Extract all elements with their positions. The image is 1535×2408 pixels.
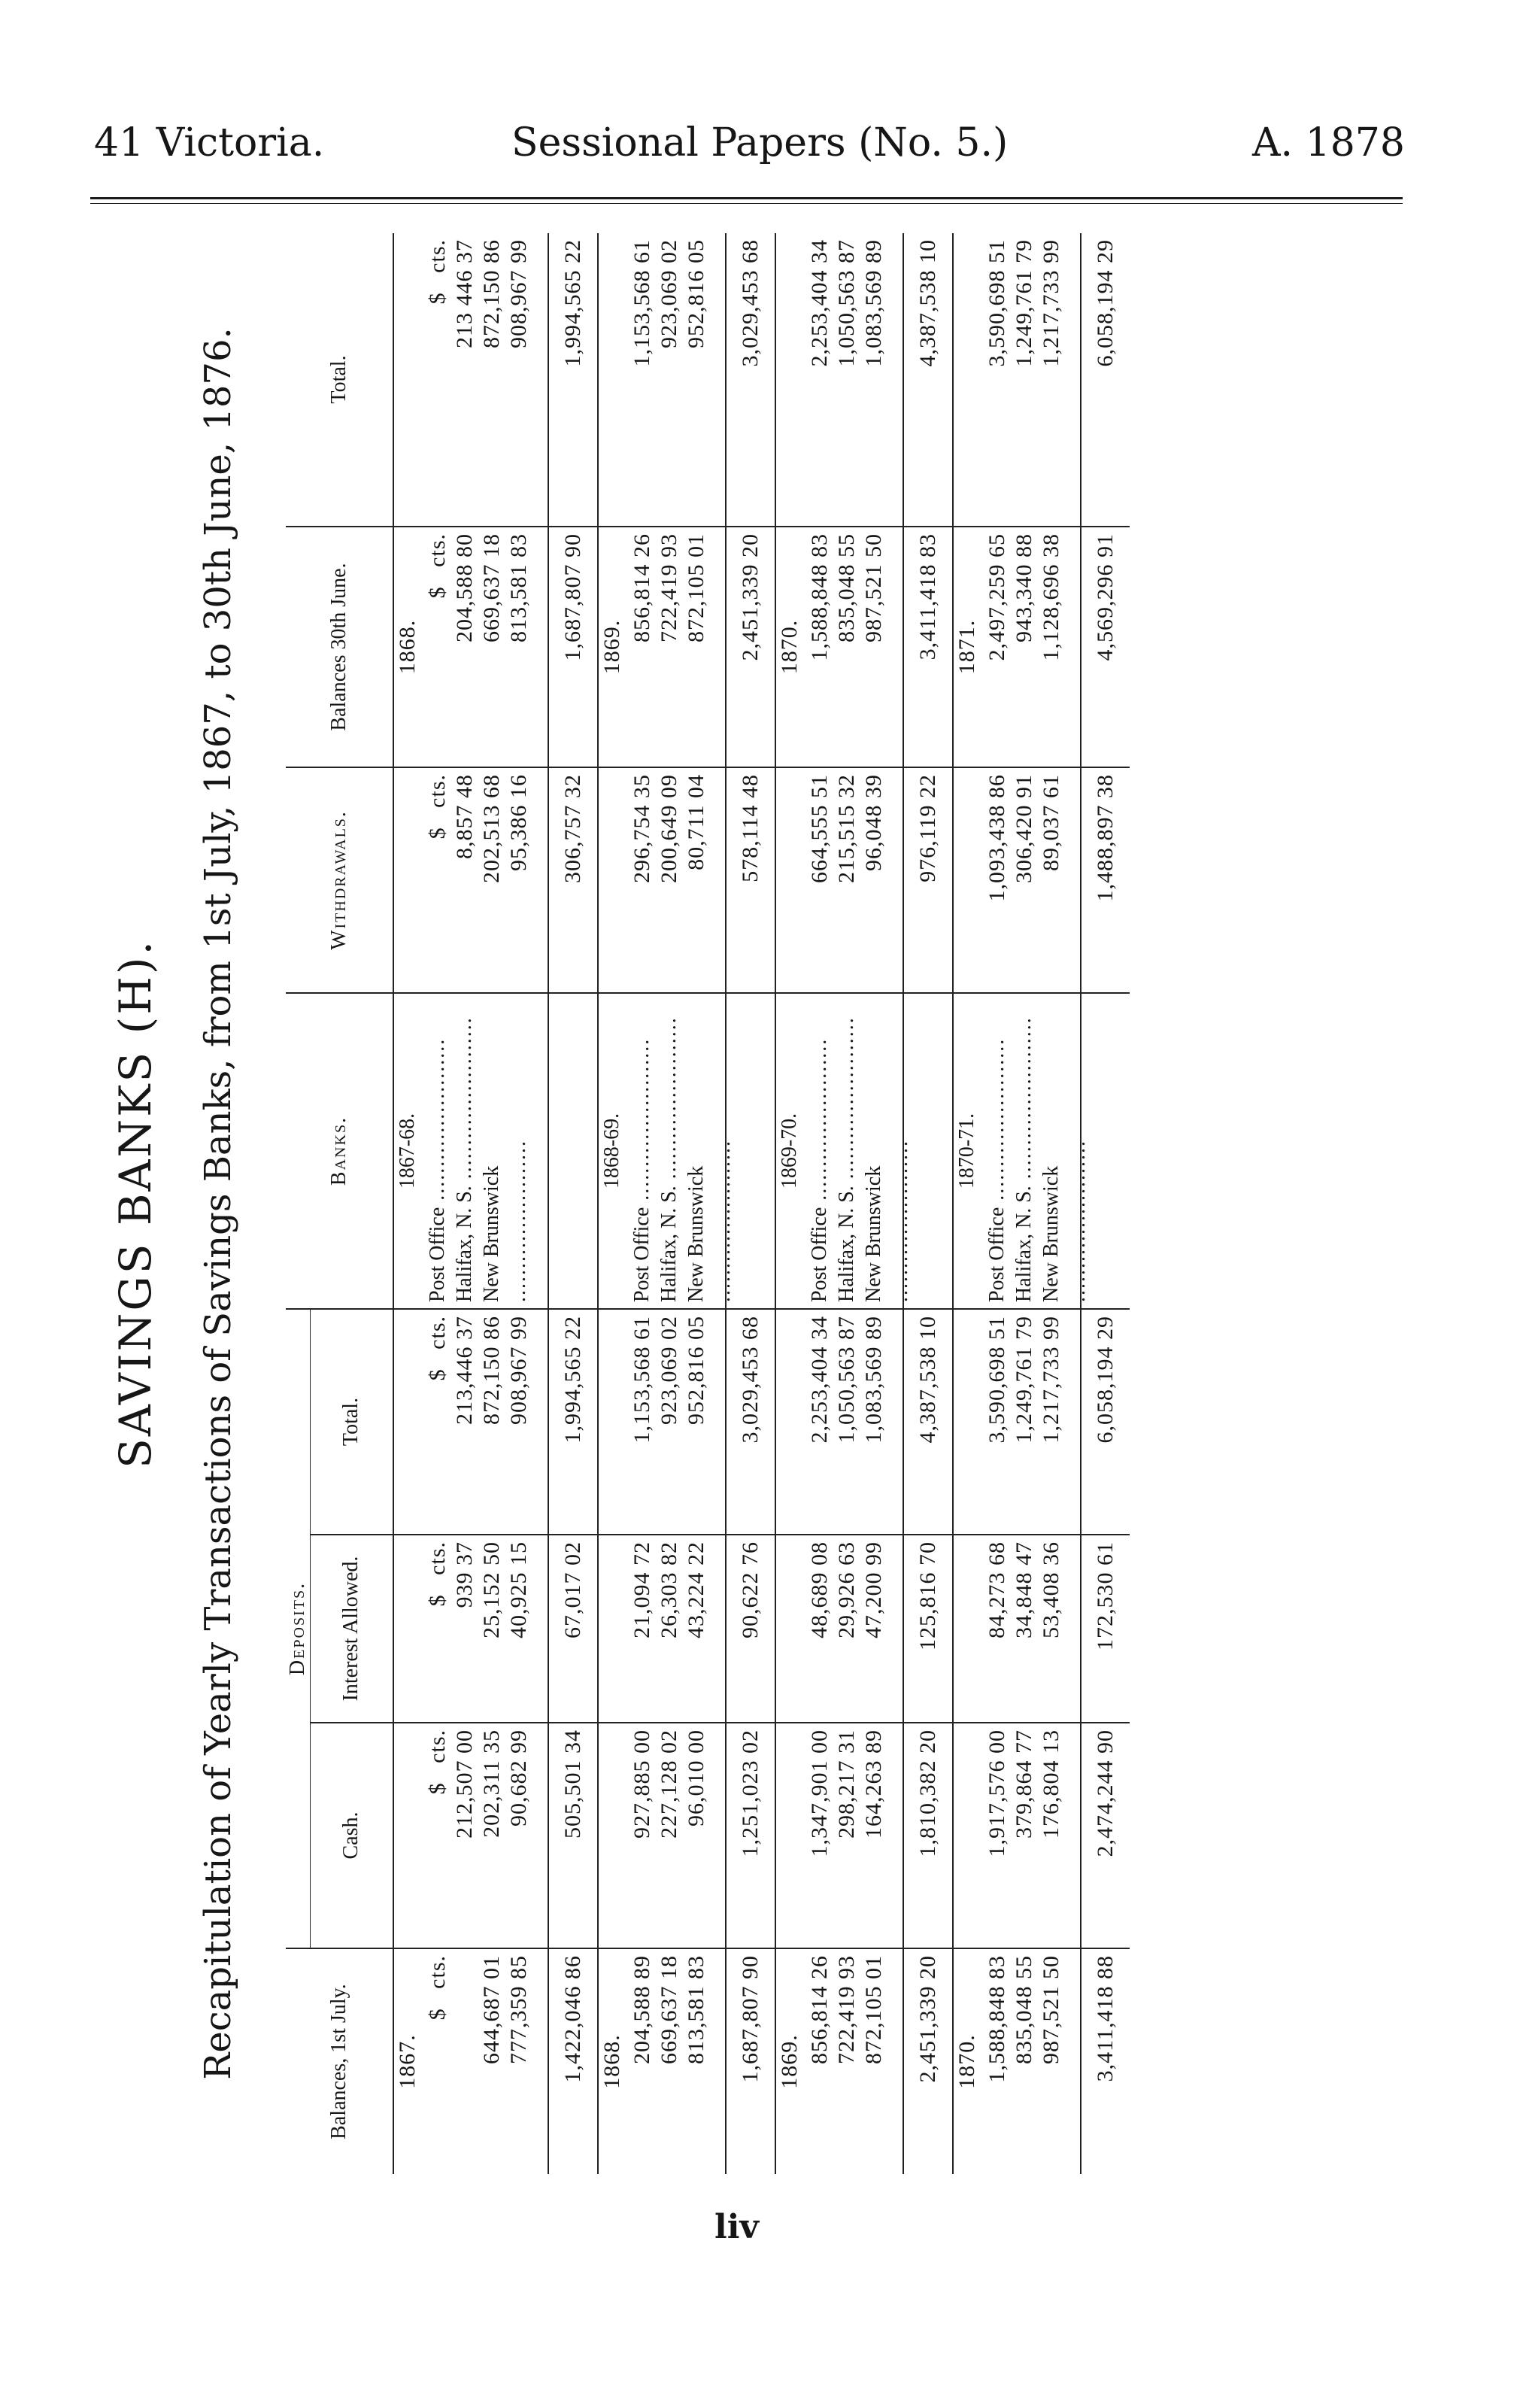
cell-cash xyxy=(953,1723,1081,1948)
total-total: 6,058,194 29 xyxy=(1081,233,1130,527)
units-label xyxy=(424,1955,451,2168)
units-label xyxy=(424,533,451,761)
bank-name: New Brunswick ..... xyxy=(683,1000,710,1302)
amount: 379,864 77 xyxy=(1011,1729,1036,1839)
units-label xyxy=(424,1316,451,1528)
cell-balance xyxy=(953,1948,1081,2174)
opening-year: 1870. xyxy=(954,2034,979,2089)
amount: 722,419 93 xyxy=(833,1955,859,2064)
dollar-sign: $ xyxy=(424,827,450,840)
total-withdrawals: 1,488,897 38 xyxy=(1081,767,1130,993)
amount: 872,105 01 xyxy=(860,1955,886,2064)
total-bank xyxy=(548,993,598,1309)
table-row xyxy=(953,233,1081,2174)
total-dep-total: 1,994,565 22 xyxy=(548,1309,598,1535)
period-label: 1867-68. xyxy=(395,1113,419,1189)
amount: 1,249,761 79 xyxy=(1011,238,1036,367)
amount: 204,588 89 xyxy=(629,1955,654,2064)
amount: 908,967 99 xyxy=(505,238,531,348)
amount: 215,515 32 xyxy=(833,773,859,883)
bank-name: Halifax, N. S. ..... xyxy=(451,1000,478,1302)
total-closing: 4,569,296 91 xyxy=(1081,527,1130,767)
closing-year: 1869. xyxy=(599,619,624,675)
header-rule xyxy=(90,197,1403,199)
bank-name: Post Office ..... xyxy=(984,1000,1011,1302)
cell-bank xyxy=(393,993,548,1309)
amount: 722,419 93 xyxy=(656,533,681,642)
amount: 872,150 86 xyxy=(478,1315,504,1425)
total-interest: 90,622 76 xyxy=(726,1535,775,1723)
amount: 2,253,404 34 xyxy=(806,1315,832,1444)
amount: 1,588,848 83 xyxy=(984,1955,1009,2083)
amount: 40,925 15 xyxy=(505,1541,531,1638)
cell-withdrawals xyxy=(393,767,548,993)
period-label: 1869-70. xyxy=(777,1113,801,1189)
cell-total xyxy=(775,233,903,527)
cell-dep-total xyxy=(598,1309,726,1535)
amount: 813,581 83 xyxy=(505,533,531,642)
bank-name: New Brunswick ..... xyxy=(1038,1000,1065,1302)
amount: 1,083,569 89 xyxy=(860,1315,886,1444)
amount: 1,153,568 61 xyxy=(629,238,654,367)
amount: 21,094 72 xyxy=(629,1541,654,1638)
cell-closing xyxy=(393,527,548,767)
cell-dep-total xyxy=(393,1309,548,1535)
total-total: 4,387,538 10 xyxy=(903,233,953,527)
total-total: 1,994,565 22 xyxy=(548,233,598,527)
units-label xyxy=(424,1729,451,1942)
total-dep-total: 6,058,194 29 xyxy=(1081,1309,1130,1535)
amount: 90,682 99 xyxy=(505,1729,531,1826)
dollar-sign: $ xyxy=(424,586,450,599)
bank-name: Post Office ..... xyxy=(629,1000,656,1302)
total-interest: 67,017 02 xyxy=(548,1535,598,1723)
amount: 1,347,901 00 xyxy=(806,1729,832,1857)
total-balance: 1,687,807 90 xyxy=(726,1948,775,2174)
dollar-sign: $ xyxy=(424,2008,450,2021)
bank-name: New Brunswick ..... xyxy=(478,1000,505,1302)
folio: liv xyxy=(714,2208,759,2246)
cents-label: cts. xyxy=(424,1955,450,1989)
amount: 227,128 02 xyxy=(656,1729,681,1839)
cell-dep-total xyxy=(953,1309,1081,1535)
total-cash: 1,251,023 02 xyxy=(726,1723,775,1948)
amount: 2,253,404 34 xyxy=(806,238,832,367)
amount: 212,507 00 xyxy=(451,1729,477,1839)
table-row xyxy=(393,233,548,2174)
col-interest: Interest Allowed. xyxy=(311,1535,393,1723)
amount: 213,446 37 xyxy=(451,1315,477,1425)
total-cash: 2,474,244 90 xyxy=(1081,1723,1130,1948)
period-label: 1870-71. xyxy=(954,1113,978,1189)
opening-year: 1868. xyxy=(599,2034,624,2089)
amount: 1,249,761 79 xyxy=(1011,1315,1036,1444)
amount: 952,816 05 xyxy=(683,238,708,348)
cell-interest xyxy=(598,1535,726,1723)
cell-bank xyxy=(775,993,903,1309)
header-center: Sessional Papers (No. 5.) xyxy=(511,120,1009,165)
amount: 1,153,568 61 xyxy=(629,1315,654,1444)
amount: 1,093,438 86 xyxy=(984,773,1009,902)
cell-bank xyxy=(598,993,726,1309)
header-rule-thin xyxy=(90,203,1403,204)
amount: 2,497,259 65 xyxy=(984,533,1009,661)
total-cash: 505,501 34 xyxy=(548,1723,598,1948)
amount: 669,637 18 xyxy=(478,533,504,642)
amount: 202,513 68 xyxy=(478,773,504,883)
dollar-sign: $ xyxy=(424,1594,450,1607)
total-withdrawals: 976,119 22 xyxy=(903,767,953,993)
cell-cash xyxy=(598,1723,726,1948)
amount: 927,885 00 xyxy=(629,1729,654,1839)
total-closing: 1,687,807 90 xyxy=(548,527,598,767)
bank-name: Halifax, N. S. ..... xyxy=(656,1000,683,1302)
cents-label: cts. xyxy=(424,1729,450,1763)
total-withdrawals: 578,114 48 xyxy=(726,767,775,993)
total-interest: 172,530 61 xyxy=(1081,1535,1130,1723)
amount: 1,050,563 87 xyxy=(833,1315,859,1444)
cell-withdrawals xyxy=(953,767,1081,993)
amount: 89,037 61 xyxy=(1038,773,1063,871)
amount: 835,048 55 xyxy=(1011,1955,1036,2064)
dollar-sign: $ xyxy=(424,1368,450,1381)
amount: 202,311 35 xyxy=(478,1729,504,1838)
total-closing: 2,451,339 20 xyxy=(726,527,775,767)
units-label xyxy=(424,1541,451,1716)
amount: 164,263 89 xyxy=(860,1729,886,1839)
rotated-table-block xyxy=(90,233,1309,2174)
cell-bank xyxy=(953,993,1081,1309)
total-total: 3,029,453 68 xyxy=(726,233,775,527)
amount: 939 37 xyxy=(451,1541,477,1608)
col-withdrawals: Withdrawals. xyxy=(286,767,393,993)
header-right: A. 1878 xyxy=(1252,120,1405,165)
bank-name: Post Office ..... xyxy=(424,1000,451,1302)
amount: 25,152 50 xyxy=(478,1541,504,1638)
amount: 95,386 16 xyxy=(505,773,531,871)
amount: 669,637 18 xyxy=(656,1955,681,2064)
running-head xyxy=(0,113,1535,173)
closing-year: 1868. xyxy=(394,619,420,675)
col-deposits: Deposits. xyxy=(286,1309,311,1948)
amount: 856,814 26 xyxy=(806,1955,832,2064)
cell-cash xyxy=(775,1723,903,1948)
amount: 48,689 08 xyxy=(806,1541,832,1638)
cents-label: cts. xyxy=(424,533,450,567)
amount: 835,048 55 xyxy=(833,533,859,642)
header-left: 41 Victoria. xyxy=(94,120,325,165)
amount: 1,217,733 99 xyxy=(1038,1315,1063,1444)
amount: 943,340 88 xyxy=(1011,533,1036,642)
amount: 26,303 82 xyxy=(656,1541,681,1638)
col-banks: Banks. xyxy=(286,993,393,1309)
amount: 923,069 02 xyxy=(656,238,681,348)
amount: 1,083,569 89 xyxy=(860,238,886,367)
cents-label: cts. xyxy=(424,773,450,808)
bank-name: Halifax, N. S. ..... xyxy=(833,1000,860,1302)
col-balances-30th-june: Balances 30th June. xyxy=(286,527,393,767)
total-row xyxy=(548,233,598,2174)
amount: 1,128,696 38 xyxy=(1038,533,1063,661)
amount: 96,048 39 xyxy=(860,773,886,871)
amount: 872,105 01 xyxy=(683,533,708,642)
cell-closing xyxy=(775,527,903,767)
amount: 952,816 05 xyxy=(683,1315,708,1425)
page-title: SAVINGS BANKS (H). xyxy=(110,939,161,1468)
dollar-sign: $ xyxy=(424,292,450,305)
page-subtitle: Recapitulation of Yearly Transactions of Savings Banks, from 1st July, 1867, to 30th June, 1876. xyxy=(197,327,239,2080)
amount: 923,069 02 xyxy=(656,1315,681,1425)
amount: 813,581 83 xyxy=(683,1955,708,2064)
amount: 856,814 26 xyxy=(629,533,654,642)
amount: 664,555 51 xyxy=(806,773,832,883)
opening-year: 1869. xyxy=(776,2034,802,2089)
amount: 47,200 99 xyxy=(860,1541,886,1638)
amount: 298,217 31 xyxy=(833,1729,859,1839)
cell-interest xyxy=(953,1535,1081,1723)
amount: 1,217,733 99 xyxy=(1038,238,1063,367)
cell-withdrawals xyxy=(775,767,903,993)
total-balance: 3,411,418 88 xyxy=(1081,1948,1130,2174)
amount: 872,150 86 xyxy=(478,238,504,348)
cell-withdrawals xyxy=(598,767,726,993)
amount xyxy=(451,1955,478,2168)
period-label: 1868-69. xyxy=(599,1113,623,1189)
cell-closing xyxy=(598,527,726,767)
cell-total xyxy=(393,233,548,527)
cents-label: cts. xyxy=(424,238,450,273)
amount: 80,711 04 xyxy=(683,773,708,870)
total-closing: 3,411,418 83 xyxy=(903,527,953,767)
amount: 96,010 00 xyxy=(683,1729,708,1826)
amount: 987,521 50 xyxy=(1038,1955,1063,2064)
closing-year: 1870. xyxy=(776,619,802,675)
amount: 644,687 01 xyxy=(478,1955,504,2064)
cell-closing xyxy=(953,527,1081,767)
table-row xyxy=(598,233,726,2174)
amount: 987,521 50 xyxy=(860,533,886,642)
amount: 1,588,848 83 xyxy=(806,533,832,661)
bank-name: New Brunswick ..... xyxy=(860,1000,887,1302)
total-balance: 2,451,339 20 xyxy=(903,1948,953,2174)
cell-balance xyxy=(775,1948,903,2174)
cell-dep-total xyxy=(775,1309,903,1535)
col-total: Total. xyxy=(286,233,393,527)
cell-interest xyxy=(393,1535,548,1723)
col-balances-1st-july: Balances, 1st July. xyxy=(286,1948,393,2174)
total-dep-total: 4,387,538 10 xyxy=(903,1309,953,1535)
col-cash: Cash. xyxy=(311,1723,393,1948)
cell-total xyxy=(598,233,726,527)
cell-balance xyxy=(393,1948,548,2174)
amount: 777,359 85 xyxy=(505,1955,531,2064)
amount: 306,420 91 xyxy=(1011,773,1036,883)
amount: 213 446 37 xyxy=(451,238,477,348)
amount: 296,754 35 xyxy=(629,773,654,883)
table-row xyxy=(775,233,903,2174)
amount: 3,590,698 51 xyxy=(984,238,1009,367)
closing-year: 1871. xyxy=(954,619,979,675)
total-cash: 1,810,382 20 xyxy=(903,1723,953,1948)
amount: 1,917,576 00 xyxy=(984,1729,1009,1857)
amount: 1,050,563 87 xyxy=(833,238,859,367)
amount: 43,224 22 xyxy=(683,1541,708,1638)
amount: 908,967 99 xyxy=(505,1315,531,1425)
total-withdrawals: 306,757 32 xyxy=(548,767,598,993)
dollar-sign: $ xyxy=(424,1782,450,1795)
cents-label: cts. xyxy=(424,1315,450,1350)
amount: 29,926 63 xyxy=(833,1541,859,1638)
cell-cash xyxy=(393,1723,548,1948)
total-dep-total: 3,029,453 68 xyxy=(726,1309,775,1535)
recapitulation-table xyxy=(286,233,1130,2174)
units-label xyxy=(424,239,451,520)
col-deposit-total: Total. xyxy=(311,1309,393,1535)
amount: 204,588 80 xyxy=(451,533,477,642)
total-interest: 125,816 70 xyxy=(903,1535,953,1723)
amount: 8,857 48 xyxy=(451,773,477,859)
amount: 3,590,698 51 xyxy=(984,1315,1009,1444)
total-balance: 1,422,046 86 xyxy=(548,1948,598,2174)
table-body xyxy=(393,233,1130,2174)
cell-total xyxy=(953,233,1081,527)
amount: 34,848 47 xyxy=(1011,1541,1036,1638)
amount: 84,273 68 xyxy=(984,1541,1009,1638)
amount: 53,408 36 xyxy=(1038,1541,1063,1638)
amount: 200,649 09 xyxy=(656,773,681,883)
units-label xyxy=(424,774,451,986)
cents-label: cts. xyxy=(424,1541,450,1575)
cell-balance xyxy=(598,1948,726,2174)
cell-interest xyxy=(775,1535,903,1723)
bank-name: Halifax, N. S. ..... xyxy=(1011,1000,1038,1302)
bank-name: Post Office ..... xyxy=(806,1000,833,1302)
opening-year: 1867. xyxy=(394,2034,420,2089)
amount: 176,804 13 xyxy=(1038,1729,1063,1839)
